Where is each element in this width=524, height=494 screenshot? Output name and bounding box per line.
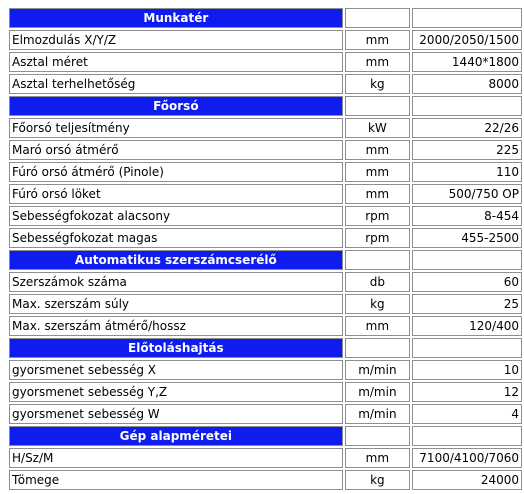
spec-label: H/Sz/M [9, 448, 343, 468]
spec-value: 12 [412, 382, 522, 402]
spec-label: gyorsmenet sebesség Y,Z [9, 382, 343, 402]
spec-unit: mm [345, 140, 410, 160]
spec-label: Fúró orsó átmérő (Pinole) [9, 162, 343, 182]
spec-label: Sebességfokozat alacsony [9, 206, 343, 226]
section-title: Automatikus szerszámcserélő [9, 250, 343, 270]
section-header-blank-cell [412, 96, 522, 116]
spec-label: Max. szerszám súly [9, 294, 343, 314]
machine-spec-table [7, 6, 524, 492]
section-header-blank-cell [345, 250, 410, 270]
spec-value: 8000 [412, 74, 522, 94]
spec-row [9, 140, 522, 160]
spec-value: 110 [412, 162, 522, 182]
spec-unit: mm [345, 316, 410, 336]
spec-value: 24000 [412, 470, 522, 490]
spec-label: Maró orsó átmérő [9, 140, 343, 160]
spec-row [9, 382, 522, 402]
spec-unit: kg [345, 294, 410, 314]
spec-unit: db [345, 272, 410, 292]
spec-label: Elmozdulás X/Y/Z [9, 30, 343, 50]
spec-row [9, 162, 522, 182]
spec-label: Asztal terhelhetőség [9, 74, 343, 94]
spec-row [9, 52, 522, 72]
spec-label: Főorsó teljesítmény [9, 118, 343, 138]
section-header-row [9, 250, 522, 270]
spec-row [9, 30, 522, 50]
spec-row [9, 294, 522, 314]
spec-unit: kW [345, 118, 410, 138]
section-header-row [9, 338, 522, 358]
spec-value: 22/26 [412, 118, 522, 138]
section-header-blank-cell [412, 250, 522, 270]
spec-unit: mm [345, 30, 410, 50]
section-title: Gép alapméretei [9, 426, 343, 446]
spec-unit: mm [345, 448, 410, 468]
spec-row [9, 470, 522, 490]
spec-unit: rpm [345, 206, 410, 226]
spec-row [9, 184, 522, 204]
spec-value: 4 [412, 404, 522, 424]
spec-unit: m/min [345, 360, 410, 380]
section-header-blank-cell [412, 8, 522, 28]
spec-row [9, 118, 522, 138]
spec-label: Fúró orsó löket [9, 184, 343, 204]
spec-value: 500/750 OP [412, 184, 522, 204]
spec-label: Sebességfokozat magas [9, 228, 343, 248]
section-title: Munkatér [9, 8, 343, 28]
section-header-row [9, 96, 522, 116]
spec-label: Max. szerszám átmérő/hossz [9, 316, 343, 336]
spec-row [9, 74, 522, 94]
section-title: Előtoláshajtás [9, 338, 343, 358]
spec-value: 8-454 [412, 206, 522, 226]
spec-row [9, 272, 522, 292]
spec-row [9, 228, 522, 248]
spec-row [9, 404, 522, 424]
spec-value: 25 [412, 294, 522, 314]
spec-unit: kg [345, 470, 410, 490]
spec-row [9, 316, 522, 336]
spec-value: 1440*1800 [412, 52, 522, 72]
section-header-blank-cell [412, 338, 522, 358]
spec-unit: m/min [345, 382, 410, 402]
spec-unit: mm [345, 162, 410, 182]
spec-unit: m/min [345, 404, 410, 424]
section-header-row [9, 8, 522, 28]
spec-value: 60 [412, 272, 522, 292]
section-header-blank-cell [345, 96, 410, 116]
spec-label: Szerszámok száma [9, 272, 343, 292]
spec-value: 7100/4100/7060 [412, 448, 522, 468]
section-title: Főorsó [9, 96, 343, 116]
spec-unit: kg [345, 74, 410, 94]
spec-value: 225 [412, 140, 522, 160]
section-header-blank-cell [345, 426, 410, 446]
section-header-blank-cell [345, 338, 410, 358]
section-header-row [9, 426, 522, 446]
spec-unit: mm [345, 184, 410, 204]
spec-value: 120/400 [412, 316, 522, 336]
spec-value: 455-2500 [412, 228, 522, 248]
spec-row [9, 360, 522, 380]
spec-row [9, 448, 522, 468]
spec-table-body [9, 8, 522, 490]
spec-label: Asztal méret [9, 52, 343, 72]
spec-label: gyorsmenet sebesség X [9, 360, 343, 380]
spec-label: Tömege [9, 470, 343, 490]
section-header-blank-cell [412, 426, 522, 446]
spec-row [9, 206, 522, 226]
spec-value: 10 [412, 360, 522, 380]
spec-label: gyorsmenet sebesség W [9, 404, 343, 424]
spec-value: 2000/2050/1500 [412, 30, 522, 50]
spec-unit: rpm [345, 228, 410, 248]
spec-unit: mm [345, 52, 410, 72]
section-header-blank-cell [345, 8, 410, 28]
